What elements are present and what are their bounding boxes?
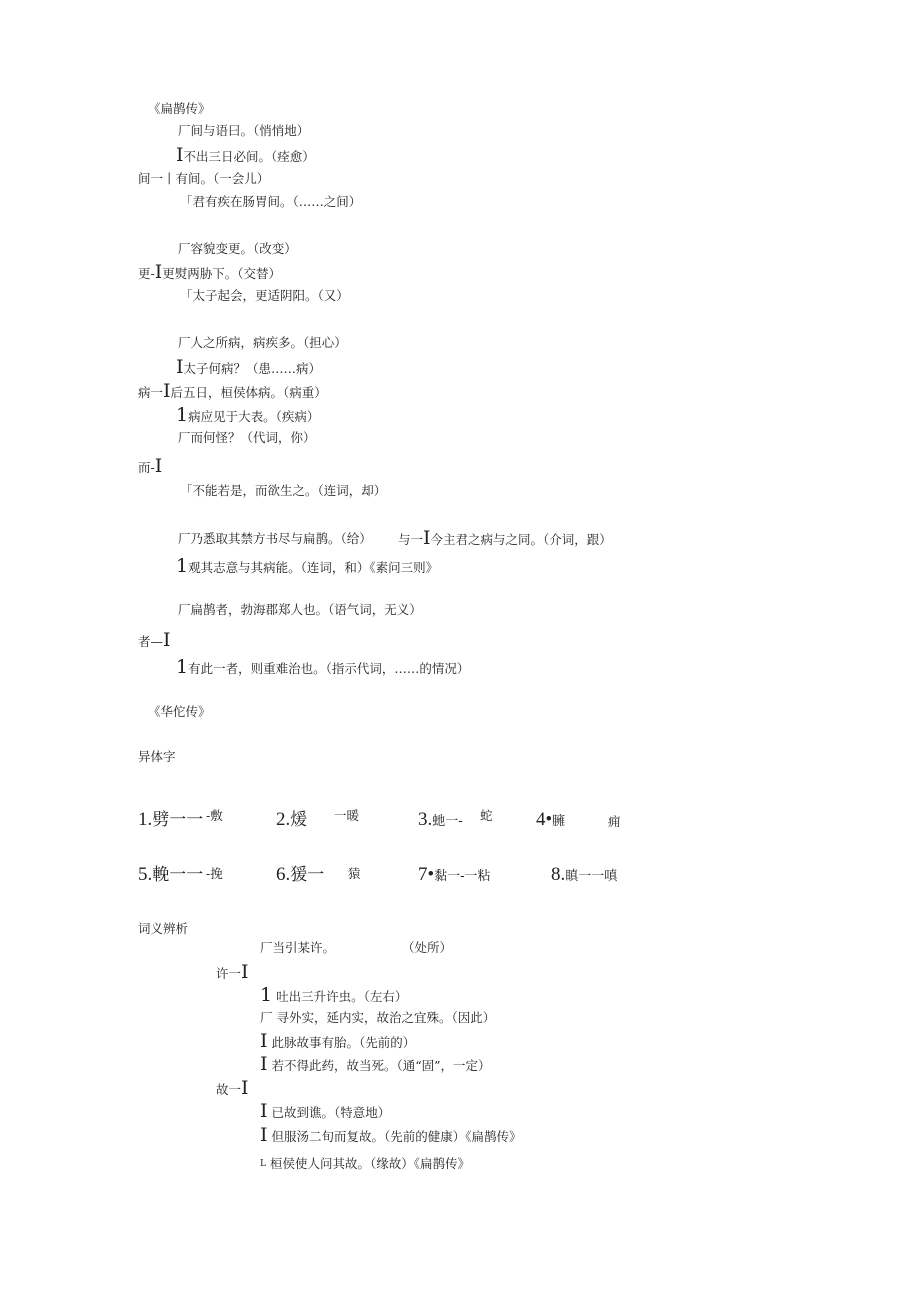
- geng-line-3: 「太子起会，更适阴阳。（又）: [180, 288, 349, 303]
- bracket-bar: I: [260, 1053, 268, 1075]
- bing-line-1: 厂人之所病，病疾多。（担心）: [178, 335, 347, 350]
- geng-line-1: 厂容貌变更。（改变）: [178, 241, 297, 256]
- section-title-huatuo: 《华佗传》: [148, 704, 211, 719]
- bracket-bar: I: [260, 1030, 268, 1052]
- jian-line-4: 「君有疾在肠胃间。（……之间）: [180, 194, 362, 209]
- bracket-bar: 1: [260, 984, 273, 1006]
- gu-line-2: I 此脉故事有胎。（先前的）: [260, 1030, 416, 1052]
- bracket-bar: I: [260, 1100, 268, 1122]
- jian-head: 间一丨有间。（一会儿）: [138, 171, 270, 186]
- yu-line-3: 1观其志意与其病能。（连词，和）《素问三则》: [176, 555, 439, 577]
- zhe-line-3: 1有此一者，则重难治也。（指示代词，……的情况）: [176, 656, 470, 678]
- variant-item-4-alt: 痈: [608, 814, 621, 829]
- variant-item-1: 1.劈一一: [138, 809, 204, 830]
- bracket-bar: I: [163, 629, 171, 651]
- variant-item-7: 7•黏一-一粘: [418, 864, 491, 885]
- section-title-word-meaning: 词义辨析: [138, 921, 189, 936]
- variant-item-5: 5.輓一一: [138, 864, 204, 885]
- xu-line-1: 厂当引某许。: [260, 940, 336, 955]
- variant-item-2-alt: 一暖: [334, 808, 360, 823]
- er-line-3: 「不能若是，而欲生之。（连词，却）: [180, 483, 387, 498]
- variant-item-8: 8.瞋一一嗔: [551, 864, 618, 885]
- xu-line-1-gloss: （处所）: [402, 940, 453, 955]
- er-head: 而-I: [138, 455, 163, 477]
- bracket-bar: 1: [176, 404, 189, 426]
- bracket-bar: I: [241, 961, 249, 983]
- xu-head: 许一I: [216, 961, 249, 983]
- bracket-bar: I: [423, 527, 431, 549]
- jian-line-2: I不出三日必间。（痊愈）: [176, 144, 315, 166]
- bracket-bar: I: [154, 261, 163, 283]
- bracket-bar: 1: [176, 555, 189, 577]
- bracket-bar: I: [163, 380, 171, 402]
- variant-item-2: 2.煖: [276, 809, 308, 830]
- bing-line-2: I太子何病？（患……病）: [176, 356, 322, 378]
- gu-line-1: 厂 寻外实，延内实，故治之宜殊。（因此）: [260, 1010, 496, 1025]
- yu-line-1: 厂乃悉取其禁方书尽与扁鹊。（给）: [178, 531, 372, 546]
- er-line-1: 厂而何怪？（代词，你）: [178, 430, 316, 445]
- gu-line-5: I 但服汤二旬而复故。（先前的健康）《扁鹊传》: [260, 1124, 522, 1146]
- variant-item-6: 6.猨一: [276, 864, 325, 885]
- section-title-variant-chars: 异体字: [138, 749, 176, 764]
- gu-head: 故一I: [216, 1077, 249, 1099]
- variant-item-4: 4•臃: [536, 809, 566, 830]
- geng-head: 更-I更熨两胁下。（交替）: [138, 261, 282, 283]
- bracket-bar: I: [260, 1124, 268, 1146]
- variant-item-6-alt: 猿: [348, 866, 361, 881]
- jian-line-1: 厂间与语曰。（悄悄地）: [178, 123, 310, 138]
- bracket-bar: I: [154, 455, 163, 477]
- variant-item-1-alt: -敷: [206, 808, 223, 823]
- variant-item-3-alt: 蛇: [480, 808, 493, 823]
- xu-line-2: 1 吐出三升许虫。（左右）: [260, 984, 408, 1006]
- zhe-line-1: 厂扁鹊者，勃海郡郑人也。（语气词，无义）: [178, 602, 422, 617]
- gu-line-6: $^L$ 桓侯使人问其故。（缘故）《扁鹊传》: [260, 1156, 470, 1171]
- section-title-bianque: 《扁鹊传》: [148, 101, 211, 116]
- bracket-bar: 1: [176, 656, 189, 678]
- bracket-corner: L: [260, 1159, 266, 1169]
- gu-line-3: I 若不得此药，故当死。（通“固”，一定）: [260, 1053, 491, 1075]
- bracket-bar: I: [241, 1077, 249, 1099]
- zhe-head: 者—I: [138, 629, 171, 651]
- bing-head: 病一I后五日，桓侯体病。（病重）: [138, 380, 327, 402]
- bing-line-4: 1病应见于大表。（疾病）: [176, 404, 320, 426]
- bracket-bar: I: [176, 356, 184, 378]
- gu-line-4: I 已故到谯。（特意地）: [260, 1100, 391, 1122]
- variant-item-3: 3.虵一-: [418, 809, 463, 830]
- bracket-bar: I: [176, 144, 184, 166]
- variant-item-5-alt: -挽: [206, 866, 223, 881]
- yu-head: 与一I今主君之病与之同。（介词，跟）: [398, 527, 612, 549]
